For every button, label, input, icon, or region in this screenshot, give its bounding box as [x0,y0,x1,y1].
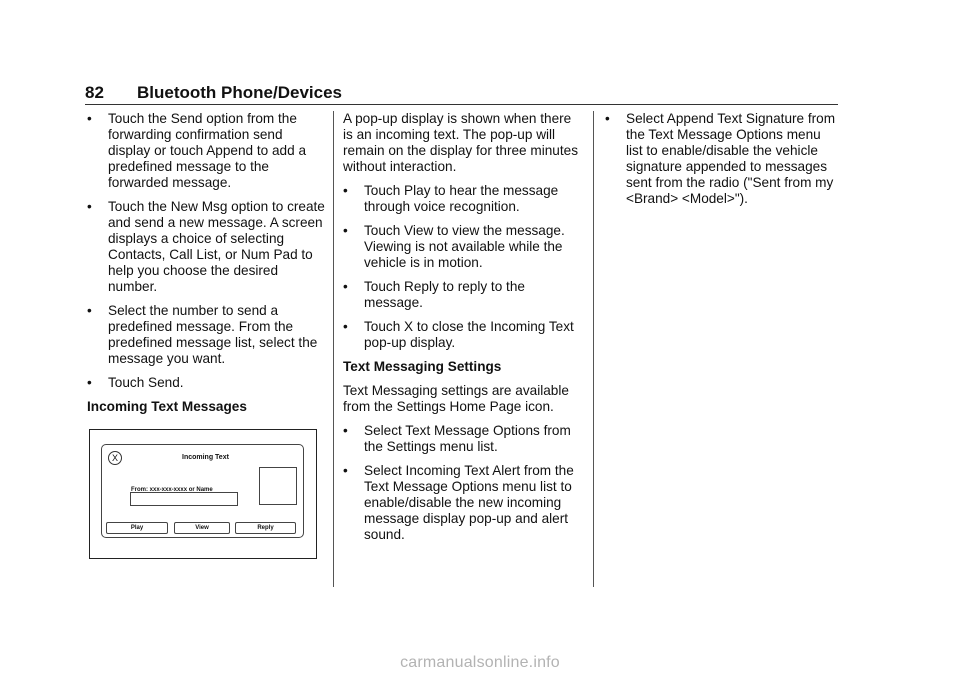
bullet-marker: • [87,111,92,126]
list-item [343,463,583,543]
list-item-text: Touch View to view the message. Viewing is not available while the vehicle is in motion. [364,223,565,270]
from-label: From: xxx-xxx-xxxx or Name [131,487,213,493]
list-item-text: Touch X to close the Incoming Text pop-up display. [364,319,574,350]
watermark-text: carmanualsonline.info [400,654,560,671]
bullet-marker: • [87,375,92,390]
close-icon: X [108,451,122,465]
list-item [343,423,583,455]
bullet-marker: • [605,111,610,126]
column-divider [593,111,594,587]
list-item [87,303,325,367]
list-item-text: Touch Reply to reply to the message. [364,279,525,310]
list-item-text: Touch Send. [108,375,184,390]
page-title: Bluetooth Phone/Devices [137,83,342,102]
header-rule [85,104,838,105]
column-divider [333,111,334,587]
bullet-marker: • [343,423,348,438]
contact-image-placeholder [259,467,297,505]
from-field [130,492,238,506]
list-item-text: Touch the New Msg option to create and send a new message. A screen displays a choice of selecting Contacts, Call List, or Num Pad to help you choose the desired number. [108,199,325,294]
list-item-text: Touch the Send option from the forwarding confirmation send display or touch Append to add a predefined message to the forwarded message. [108,111,307,190]
list-item-text: Touch Play to hear the message through voice recognition. [364,183,559,214]
bullet-marker: • [343,223,348,238]
list-item [87,199,325,295]
bullet-marker: • [343,319,348,334]
bullet-marker: • [343,279,348,294]
popup-title: Incoming Text [182,454,229,461]
paragraph: A pop-up display is shown when there is an incoming text. The pop-up will remain on the display for three minutes without interaction. [343,111,578,174]
paragraph: Text Messaging settings are available from the Settings Home Page icon. [343,383,569,414]
bullet-marker: • [343,183,348,198]
list-item-text: Select Append Text Signature from the Text Message Options menu list to enable/disable the vehicle signature appended to messages sent from the radio ("Sent from my <Brand> <Model>"). [626,111,836,206]
play-button: Play [106,522,168,534]
bullet-marker: • [87,199,92,214]
incoming-text-figure [89,429,317,559]
section-heading: Text Messaging Settings [343,359,502,374]
list-item [343,223,583,271]
view-button: View [174,522,230,534]
list-item [605,111,840,207]
page-number: 82 [85,83,104,102]
list-item [343,319,583,351]
column-1 [87,111,325,559]
list-item [87,111,325,191]
bullet-marker: • [87,303,92,318]
list-item [343,279,583,311]
column-3 [605,111,840,215]
column-2 [343,111,583,551]
page-header [85,83,838,105]
reply-button: Reply [235,522,296,534]
list-item-text: Select Incoming Text Alert from the Text Message Options menu list to enable/disable the new incoming message display pop-up and alert sound. [364,463,574,542]
list-item [343,183,583,215]
bullet-marker: • [343,463,348,478]
list-item-text: Select the number to send a predefined message. From the predefined message list, select the message you want. [108,303,318,366]
section-heading: Incoming Text Messages [87,399,247,414]
list-item [87,375,325,391]
incoming-text-screen [101,444,304,538]
list-item-text: Select Text Message Options from the Settings menu list. [364,423,571,454]
